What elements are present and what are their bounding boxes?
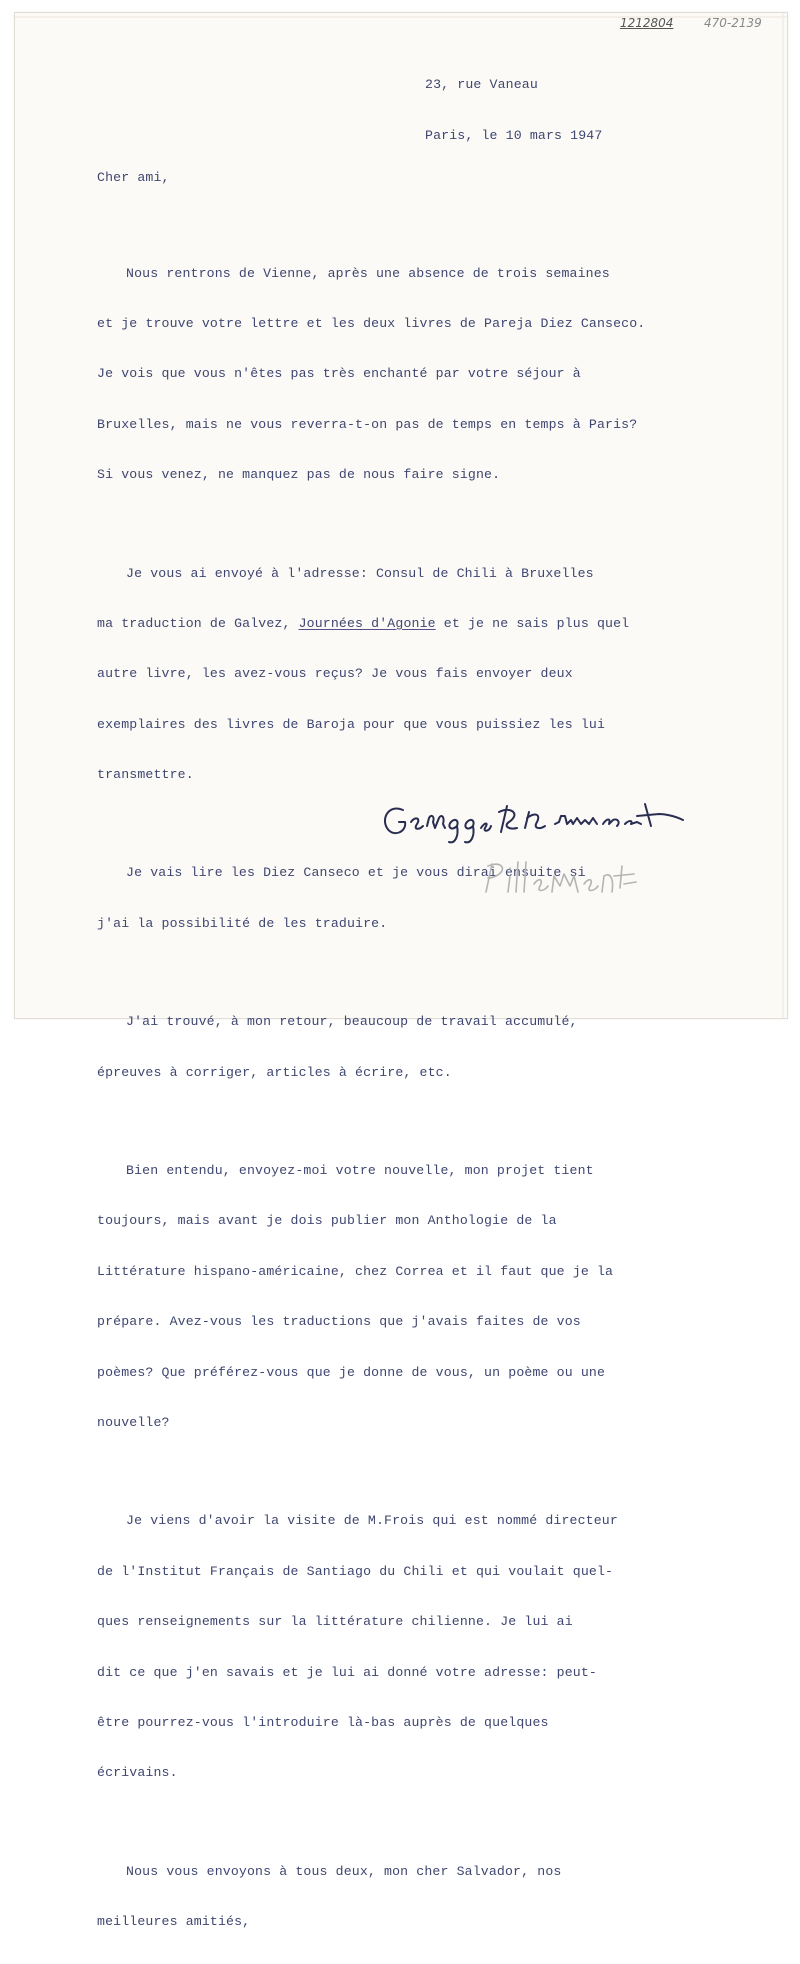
text-line: meilleures amitiés, (97, 1914, 251, 1930)
paragraph (97, 1830, 787, 1964)
text-line: dit ce que j'en savais et je lui ai donné votre adresse: peut- (97, 1664, 597, 1680)
text-line: Littérature hispano-américaine, chez Correa et il faut que je la (97, 1263, 614, 1279)
text-line: Bruxelles, mais ne vous reverra-t-on pas de temps en temps à Paris? (97, 416, 638, 432)
text-line: toujours, mais avant je dois publier mon Anthologie de la (97, 1213, 557, 1229)
text-line: Nous vous envoyons à tous deux, mon cher Salvador, nos (126, 1863, 562, 1879)
text-line: poèmes? Que préférez-vous que je donne de vous, un poème ou une (97, 1364, 606, 1380)
text-line: de l'Institut Français de Santiago du Chili et qui voulait quel- (97, 1563, 614, 1579)
text-line: Je viens d'avoir la visite de M.Frois qui est nommé directeur (126, 1513, 618, 1529)
text-line: Je vais lire les Diez Canseco et je vous dirai ensuite si (126, 865, 586, 881)
text-line: épreuves à corriger, articles à écrire, etc. (97, 1064, 452, 1080)
text-line-with-title: ma traduction de Galvez, Journées d'Agonie et je ne sais plus quel (97, 615, 630, 631)
address-date: Paris, le 10 mars 1947 (425, 128, 603, 143)
text-line: Je vois que vous n'êtes pas très enchanté par votre séjour à (97, 366, 581, 382)
greeting: Cher ami, (97, 170, 170, 185)
paragraph (97, 1129, 787, 1465)
paragraph (97, 832, 787, 966)
text-line: prépare. Avez-vous les traductions que j'avais faites de vos (97, 1314, 581, 1330)
archive-ref-range: 470-2139 (704, 16, 762, 30)
text-line: et je trouve votre lettre et les deux livres de Pareja Diez Canseco. (97, 315, 646, 331)
text-line: écrivains. (97, 1765, 178, 1781)
paragraph (97, 981, 787, 1115)
text-line: Bien entendu, envoyez-moi votre nouvelle, mon projet tient (126, 1163, 594, 1178)
text-line: exemplaires des livres de Baroja pour que vous puissiez les lui (97, 716, 606, 732)
text-line: Je vous ai envoyé à l'adresse: Consul de Chili à Bruxelles (126, 565, 594, 581)
text-line: Si vous venez, ne manquez pas de nous faire signe. (97, 467, 501, 483)
paragraph (97, 1480, 787, 1816)
handwritten-signature (375, 792, 705, 852)
book-title: Journées d'Agonie (298, 615, 436, 631)
sender-address (425, 42, 602, 161)
archive-ref-number: 1212804 (620, 16, 674, 30)
text-line: Nous rentrons de Vienne, après une absence de trois semaines (126, 265, 610, 281)
paragraph (97, 532, 787, 818)
paragraph (97, 232, 787, 518)
letter-body (97, 232, 787, 1964)
text-line: J'ai trouvé, à mon retour, beaucoup de travail accumulé, (126, 1014, 578, 1030)
text-line: nouvelle? (97, 1414, 170, 1430)
text-line: être pourrez-vous l'introduire là-bas auprès de quelques (97, 1714, 549, 1730)
text-line: ques renseignements sur la littérature chilienne. Je lui ai (97, 1614, 573, 1630)
address-street: 23, rue Vaneau (425, 77, 538, 92)
text-line: transmettre. (97, 767, 194, 783)
text-line: j'ai la possibilité de les traduire. (97, 915, 388, 931)
pencil-annotation (478, 852, 648, 902)
text-line: autre livre, les avez-vous reçus? Je vous fais envoyer deux (97, 666, 573, 682)
